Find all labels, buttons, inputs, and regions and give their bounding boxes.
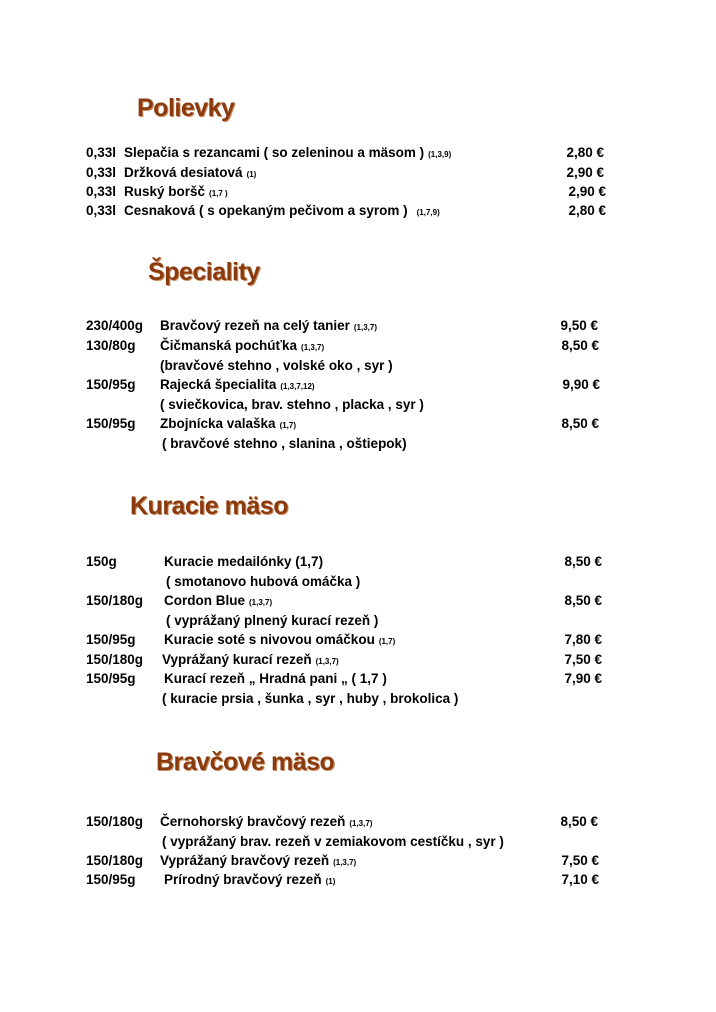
item-price: 8,50 € xyxy=(564,593,602,608)
item-price: 2,80 € xyxy=(566,145,604,160)
item-description: ( sviečkovica, brav. stehno , placka , syr ) xyxy=(160,397,424,412)
item-allergens: (1) xyxy=(325,877,336,886)
item-name: Slepačia s rezancami ( so zeleninou a mäsom ) xyxy=(124,145,425,160)
item-name: Zbojnícka valaška xyxy=(160,416,276,431)
menu-item xyxy=(0,203,716,223)
item-allergens: (1,7 ) xyxy=(209,189,228,198)
item-name: Rajecká špecialita xyxy=(160,377,277,392)
item-allergens: (1,3,7) xyxy=(301,343,325,352)
item-name: Kuracie soté s nivovou omáčkou xyxy=(164,632,375,647)
section-title-speciality: Špeciality xyxy=(148,258,260,286)
item-allergens: (1,7,9) xyxy=(416,208,440,217)
menu-item xyxy=(0,853,716,873)
item-name: Černohorský bravčový rezeň xyxy=(160,814,346,829)
item-price: 8,50 € xyxy=(564,554,602,569)
item-name: Držková desiatová xyxy=(124,165,243,180)
item-price: 7,50 € xyxy=(564,652,602,667)
item-price: 9,50 € xyxy=(560,318,598,333)
item-quantity: 150/95g xyxy=(86,416,136,431)
item-quantity: 150/95g xyxy=(86,632,136,647)
item-price: 8,50 € xyxy=(561,416,599,431)
item-allergens: (1,7) xyxy=(378,637,396,646)
item-allergens: (1,3,7) xyxy=(353,323,377,332)
menu-item xyxy=(0,872,716,892)
item-price: 9,90 € xyxy=(562,377,600,392)
section-title-kuracie-maso: Kuracie mäso xyxy=(130,492,288,520)
item-quantity: 0,33l xyxy=(86,203,117,218)
item-description: ( vyprážaný brav. rezeň v zemiakovom cestíčku , syr ) xyxy=(162,834,504,849)
item-allergens: (1,3,9) xyxy=(428,150,452,159)
section-title-bravcove-maso: Bravčové mäso xyxy=(156,748,335,776)
menu-item xyxy=(0,318,716,338)
item-name: Bravčový rezeň na celý tanier xyxy=(160,318,350,333)
item-description: ( vyprážaný plnený kurací rezeň ) xyxy=(166,613,379,628)
item-name: Cesnaková ( s opekaným pečivom a syrom ) xyxy=(124,203,408,218)
item-quantity: 150/180g xyxy=(86,853,144,868)
item-price: 7,80 € xyxy=(564,632,602,647)
item-quantity: 150/180g xyxy=(86,593,144,608)
item-name: Vyprážaný bravčový rezeň xyxy=(160,853,330,868)
item-allergens: (1,3,7,12) xyxy=(280,382,315,391)
item-name: Kurací rezeň „ Hradná pani „ ( 1,7 ) xyxy=(164,671,387,686)
item-quantity: 0,33l xyxy=(86,145,117,160)
menu-item xyxy=(0,671,716,691)
item-quantity: 150/95g xyxy=(86,377,136,392)
item-name: Kuracie medailónky (1,7) xyxy=(164,554,324,569)
item-quantity: 0,33l xyxy=(86,165,117,180)
menu-item xyxy=(0,145,716,165)
item-allergens: (1,7) xyxy=(279,421,297,430)
item-quantity: 150/180g xyxy=(86,652,144,667)
item-quantity: 0,33l xyxy=(86,184,117,199)
menu-item xyxy=(0,814,716,834)
item-price: 8,50 € xyxy=(561,338,599,353)
menu-item xyxy=(0,184,716,204)
item-quantity: 150g xyxy=(86,554,117,569)
item-name: Vyprážaný kurací rezeň xyxy=(162,652,312,667)
item-allergens: (1,3,7) xyxy=(315,657,339,666)
section-title-polievky: Polievky xyxy=(137,94,235,122)
menu-item xyxy=(0,338,716,358)
item-price: 7,90 € xyxy=(564,671,602,686)
item-allergens: (1,3,7) xyxy=(249,598,273,607)
item-quantity: 130/80g xyxy=(86,338,136,353)
item-quantity: 150/95g xyxy=(86,671,136,686)
item-description: ( smotanovo hubová omáčka ) xyxy=(166,574,361,589)
menu-item xyxy=(0,593,716,613)
menu-item xyxy=(0,416,716,436)
menu-item xyxy=(0,632,716,652)
item-price: 7,50 € xyxy=(561,853,599,868)
item-quantity: 150/95g xyxy=(86,872,136,887)
item-description: (bravčové stehno , volské oko , syr ) xyxy=(160,358,393,373)
item-name: Cordon Blue xyxy=(164,593,245,608)
item-price: 2,80 € xyxy=(568,203,606,218)
item-allergens: (1) xyxy=(246,170,257,179)
item-allergens: (1,3,7) xyxy=(333,858,357,867)
menu-item xyxy=(0,652,716,672)
item-description: ( bravčové stehno , slanina , oštiepok) xyxy=(162,436,407,451)
item-price: 2,90 € xyxy=(568,184,606,199)
item-description: ( kuracie prsia , šunka , syr , huby , brokolica ) xyxy=(162,691,459,706)
item-price: 7,10 € xyxy=(561,872,599,887)
item-price: 2,90 € xyxy=(566,165,604,180)
item-name: Čičmanská pochúťka xyxy=(160,338,298,353)
menu-item xyxy=(0,554,716,574)
item-quantity: 230/400g xyxy=(86,318,144,333)
menu-item xyxy=(0,377,716,397)
item-allergens: (1,3,7) xyxy=(349,819,373,828)
item-name: Prírodný bravčový rezeň xyxy=(164,872,322,887)
item-name: Ruský boršč xyxy=(124,184,206,199)
item-quantity: 150/180g xyxy=(86,814,144,829)
item-price: 8,50 € xyxy=(560,814,598,829)
menu-item xyxy=(0,165,716,185)
